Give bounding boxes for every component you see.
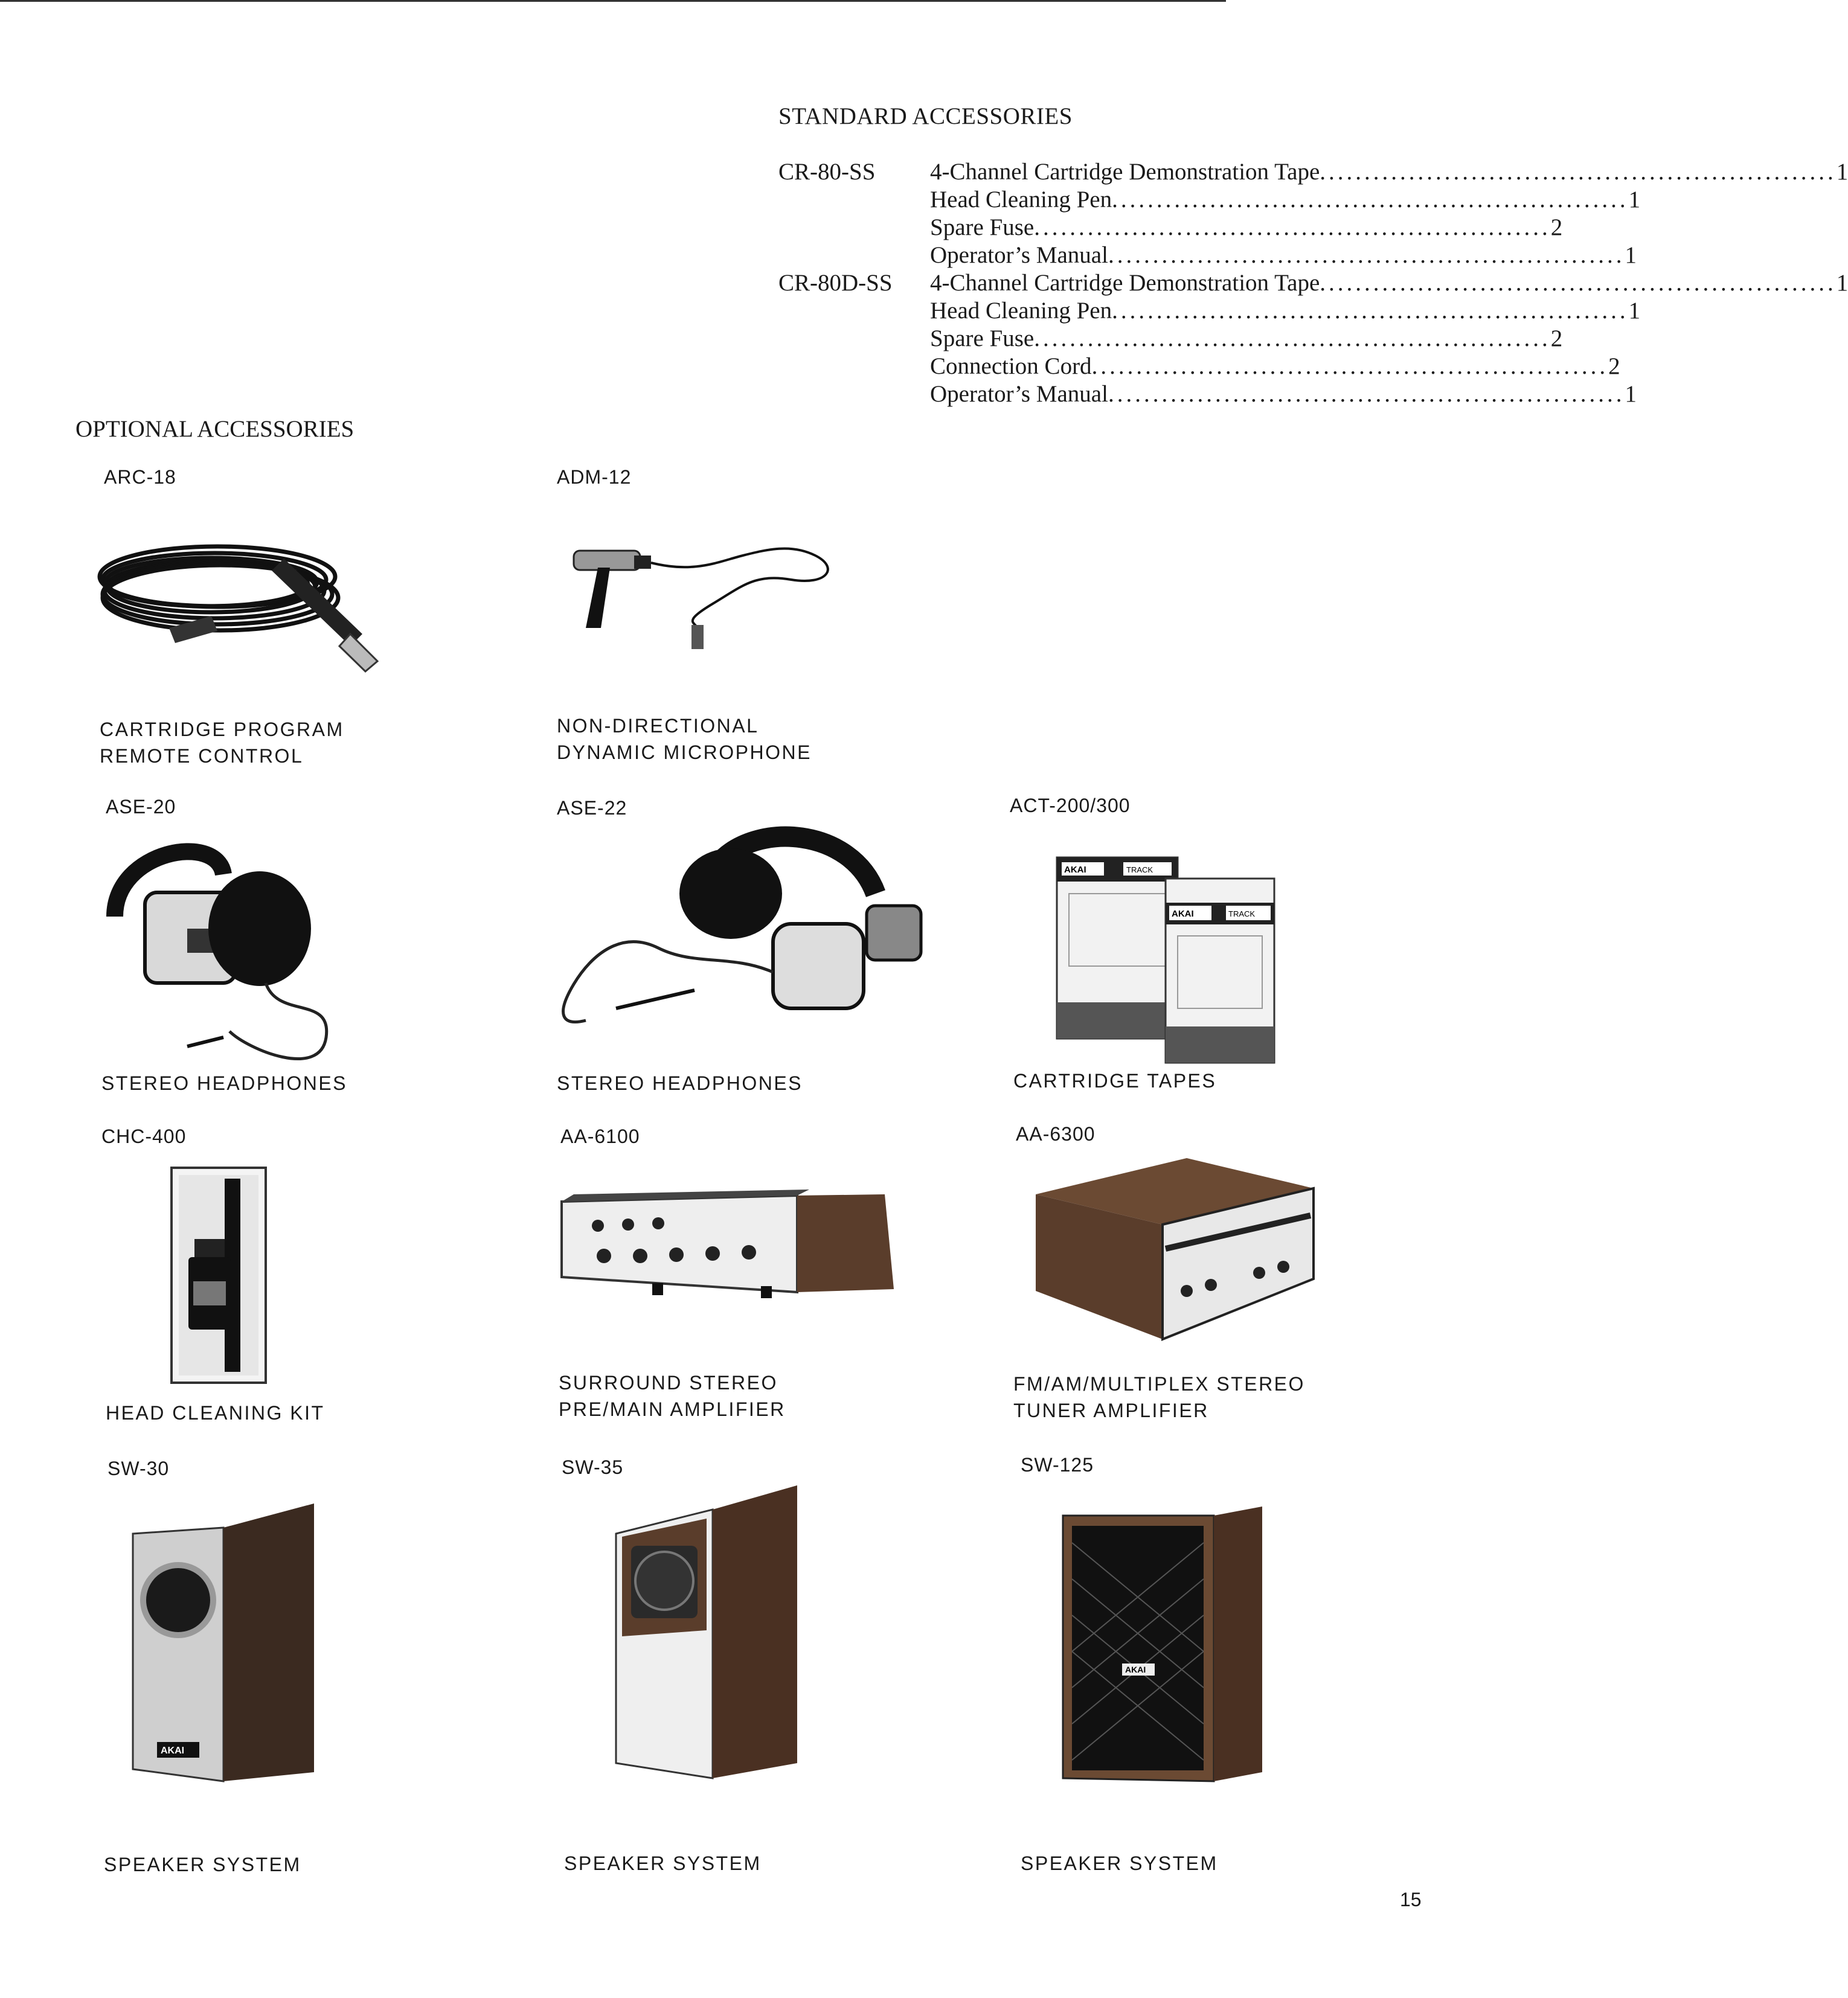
cartridge-tape-icon (1051, 845, 1280, 1069)
product-code-ase-20: ASE-20 (106, 796, 176, 818)
headphones-icon (97, 838, 362, 1061)
caption-sw-125: SPEAKER SYSTEM (1021, 1852, 1218, 1874)
top-rule (0, 0, 1226, 2)
standard-accessories-heading: STANDARD ACCESSORIES (778, 103, 1073, 129)
caption-arc-18: CARTRIDGE PROGRAM REMOTE CONTROL (100, 719, 344, 767)
list-item: Head Cleaning Pen .......................................................... 1 (930, 187, 1641, 213)
list-item: Operator’s Manual .......................................................... 1 (930, 242, 1637, 268)
svg-text:TRACK: TRACK (1126, 865, 1153, 874)
list-item: Operator’s Manual .......................................................... 1 (930, 381, 1637, 407)
caption-adm-12: NON-DIRECTIONAL DYNAMIC MICROPHONE (557, 715, 812, 763)
svg-text:AKAI: AKAI (1172, 909, 1194, 919)
speaker-icon (1057, 1507, 1268, 1784)
product-code-sw-30: SW-30 (107, 1458, 170, 1479)
product-code-aa-6300: AA-6300 (1016, 1123, 1096, 1145)
tuner-amplifier-icon (1030, 1158, 1320, 1339)
list-item: Connection Cord .......................................................... 2 (930, 353, 1620, 379)
caption-sw-35: SPEAKER SYSTEM (564, 1852, 762, 1874)
headphones-icon (537, 827, 948, 1051)
caption-ase-20: STEREO HEADPHONES (101, 1072, 348, 1094)
caption-aa-6300: FM/AM/MULTIPLEX STEREO TUNER AMPLIFIER (1013, 1373, 1305, 1421)
page-number: 15 (1400, 1889, 1422, 1910)
svg-text:AKAI: AKAI (1125, 1665, 1146, 1674)
caption-aa-6100: SURROUND STEREO PRE/MAIN AMPLIFIER (559, 1372, 786, 1420)
product-code-sw-35: SW-35 (562, 1456, 624, 1478)
list-item: 4-Channel Cartridge Demonstration Tape .......................................................... 1 (930, 159, 1848, 185)
optional-accessories-heading: OPTIONAL ACCESSORIES (75, 416, 355, 442)
amplifier-icon (556, 1190, 906, 1304)
caption-chc-400: HEAD CLEANING KIT (106, 1402, 325, 1424)
caption-ase-22: STEREO HEADPHONES (557, 1072, 803, 1094)
list-item: 4-Channel Cartridge Demonstration Tape .......................................................... 1 (930, 270, 1848, 296)
product-code-ase-22: ASE-22 (557, 797, 627, 819)
product-code-chc-400: CHC-400 (101, 1125, 187, 1147)
caption-sw-30: SPEAKER SYSTEM (104, 1854, 301, 1875)
coiled-cable-remote-icon (91, 519, 387, 676)
caption-act-200-300: CARTRIDGE TAPES (1013, 1070, 1217, 1092)
product-code-adm-12: ADM-12 (557, 466, 632, 488)
microphone-icon (562, 537, 864, 658)
cleaning-kit-icon (170, 1167, 267, 1384)
model-cr-80d-ss: CR-80D-SS (778, 270, 893, 296)
svg-text:AKAI: AKAI (161, 1746, 185, 1756)
cr-80d-ss-accessory-list (930, 269, 1848, 408)
cr-80-ss-accessory-list (930, 158, 1848, 269)
product-code-sw-125: SW-125 (1021, 1454, 1094, 1476)
product-code-aa-6100: AA-6100 (560, 1125, 640, 1147)
svg-text:AKAI: AKAI (1064, 865, 1086, 875)
list-item: Spare Fuse .......................................................... 2 (930, 325, 1563, 351)
product-code-act-200-300: ACT-200/300 (1010, 795, 1131, 816)
svg-text:TRACK: TRACK (1228, 909, 1256, 918)
speaker-icon (610, 1485, 809, 1781)
product-code-arc-18: ARC-18 (104, 466, 176, 488)
model-cr-80-ss: CR-80-SS (778, 159, 876, 185)
list-item: Spare Fuse .......................................................... 2 (930, 214, 1563, 240)
list-item: Head Cleaning Pen .......................................................... 1 (930, 298, 1641, 324)
speaker-icon (127, 1503, 326, 1787)
